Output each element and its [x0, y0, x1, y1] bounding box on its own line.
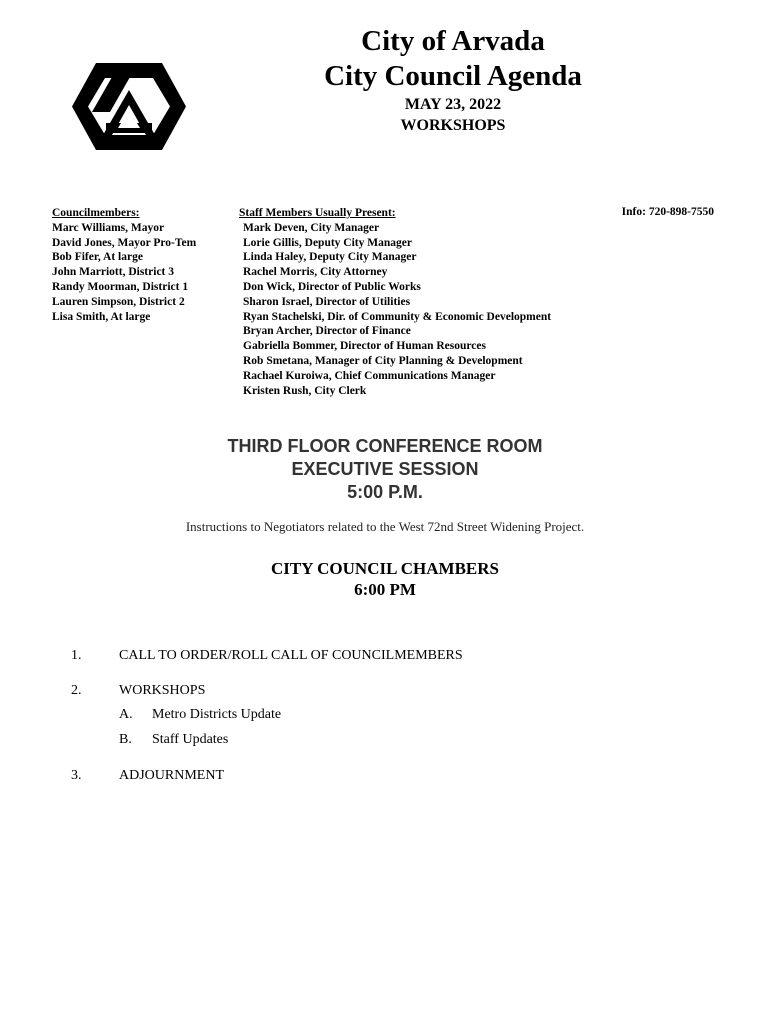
executive-session-topic: Instructions to Negotiators related to the West 72nd Street Widening Project. [185, 519, 585, 534]
councilmember: Lisa Smith, At large [52, 310, 151, 323]
agenda-item-label: ADJOURNMENT [119, 768, 224, 783]
councilmember: Randy Moorman, District 1 [52, 280, 189, 293]
councilmember: Marc Williams, Mayor [52, 221, 165, 234]
city-name: City of Arvada [361, 25, 545, 57]
meeting-date: MAY 23, 2022 [404, 96, 502, 113]
session-type: WORKSHOPS [400, 117, 506, 134]
agenda-item-number: 3. [71, 768, 82, 783]
councilmember: David Jones, Mayor Pro-Tem [52, 236, 197, 249]
agenda-item-label: WORKSHOPS [119, 683, 206, 698]
agenda-subitem-letter: A. [119, 707, 133, 722]
staff-heading: Staff Members Usually Present: [239, 207, 396, 219]
chambers-block [0, 558, 770, 600]
staff-list [239, 206, 551, 398]
staff-member: Mark Deven, City Manager [243, 221, 380, 234]
staff-member: Sharon Israel, Director of Utilities [243, 295, 411, 308]
staff-member: Don Wick, Director of Public Works [243, 280, 421, 293]
staff-member: Bryan Archer, Director of Finance [243, 325, 411, 338]
arvada-hexagon-logo-icon [72, 60, 186, 153]
councilmembers-list [52, 206, 196, 324]
executive-session-block [0, 435, 770, 504]
agenda-item-number: 1. [71, 648, 82, 663]
staff-member: Lorie Gillis, Deputy City Manager [243, 236, 412, 249]
agenda-subitem-label: Staff Updates [152, 732, 229, 747]
chambers-time: 6:00 PM [354, 580, 416, 599]
agenda-subitem-label: Metro Districts Update [152, 707, 282, 722]
executive-session-location: THIRD FLOOR CONFERENCE ROOM [227, 436, 543, 456]
councilmembers-heading: Councilmembers: [52, 207, 140, 219]
staff-member: Rachael Kuroiwa, Chief Communications Manager [243, 369, 496, 382]
staff-member: Linda Haley, Deputy City Manager [243, 251, 417, 264]
agenda-title: City Council Agenda [324, 60, 582, 92]
agenda-subitem-letter: B. [119, 732, 132, 747]
executive-session-title: EXECUTIVE SESSION [291, 459, 479, 479]
staff-member: Rob Smetana, Manager of City Planning & Development [243, 354, 523, 367]
document-header [253, 24, 653, 136]
staff-member: Rachel Morris, City Attorney [243, 266, 388, 279]
agenda-item-number: 2. [71, 683, 82, 698]
staff-member: Gabriella Bommer, Director of Human Resources [243, 340, 486, 353]
agenda-item-label: CALL TO ORDER/ROLL CALL OF COUNCILMEMBERS [119, 648, 463, 663]
staff-member: Ryan Stachelski, Dir. of Community & Economic Development [243, 310, 552, 323]
councilmember: John Marriott, District 3 [52, 266, 174, 279]
councilmember: Lauren Simpson, District 2 [52, 295, 185, 308]
executive-session-time: 5:00 P.M. [347, 482, 423, 502]
staff-member: Kristen Rush, City Clerk [243, 384, 367, 397]
councilmember: Bob Fifer, At large [52, 251, 143, 264]
info-phone: Info: 720-898-7550 [621, 206, 714, 218]
chambers-location: CITY COUNCIL CHAMBERS [271, 559, 499, 578]
